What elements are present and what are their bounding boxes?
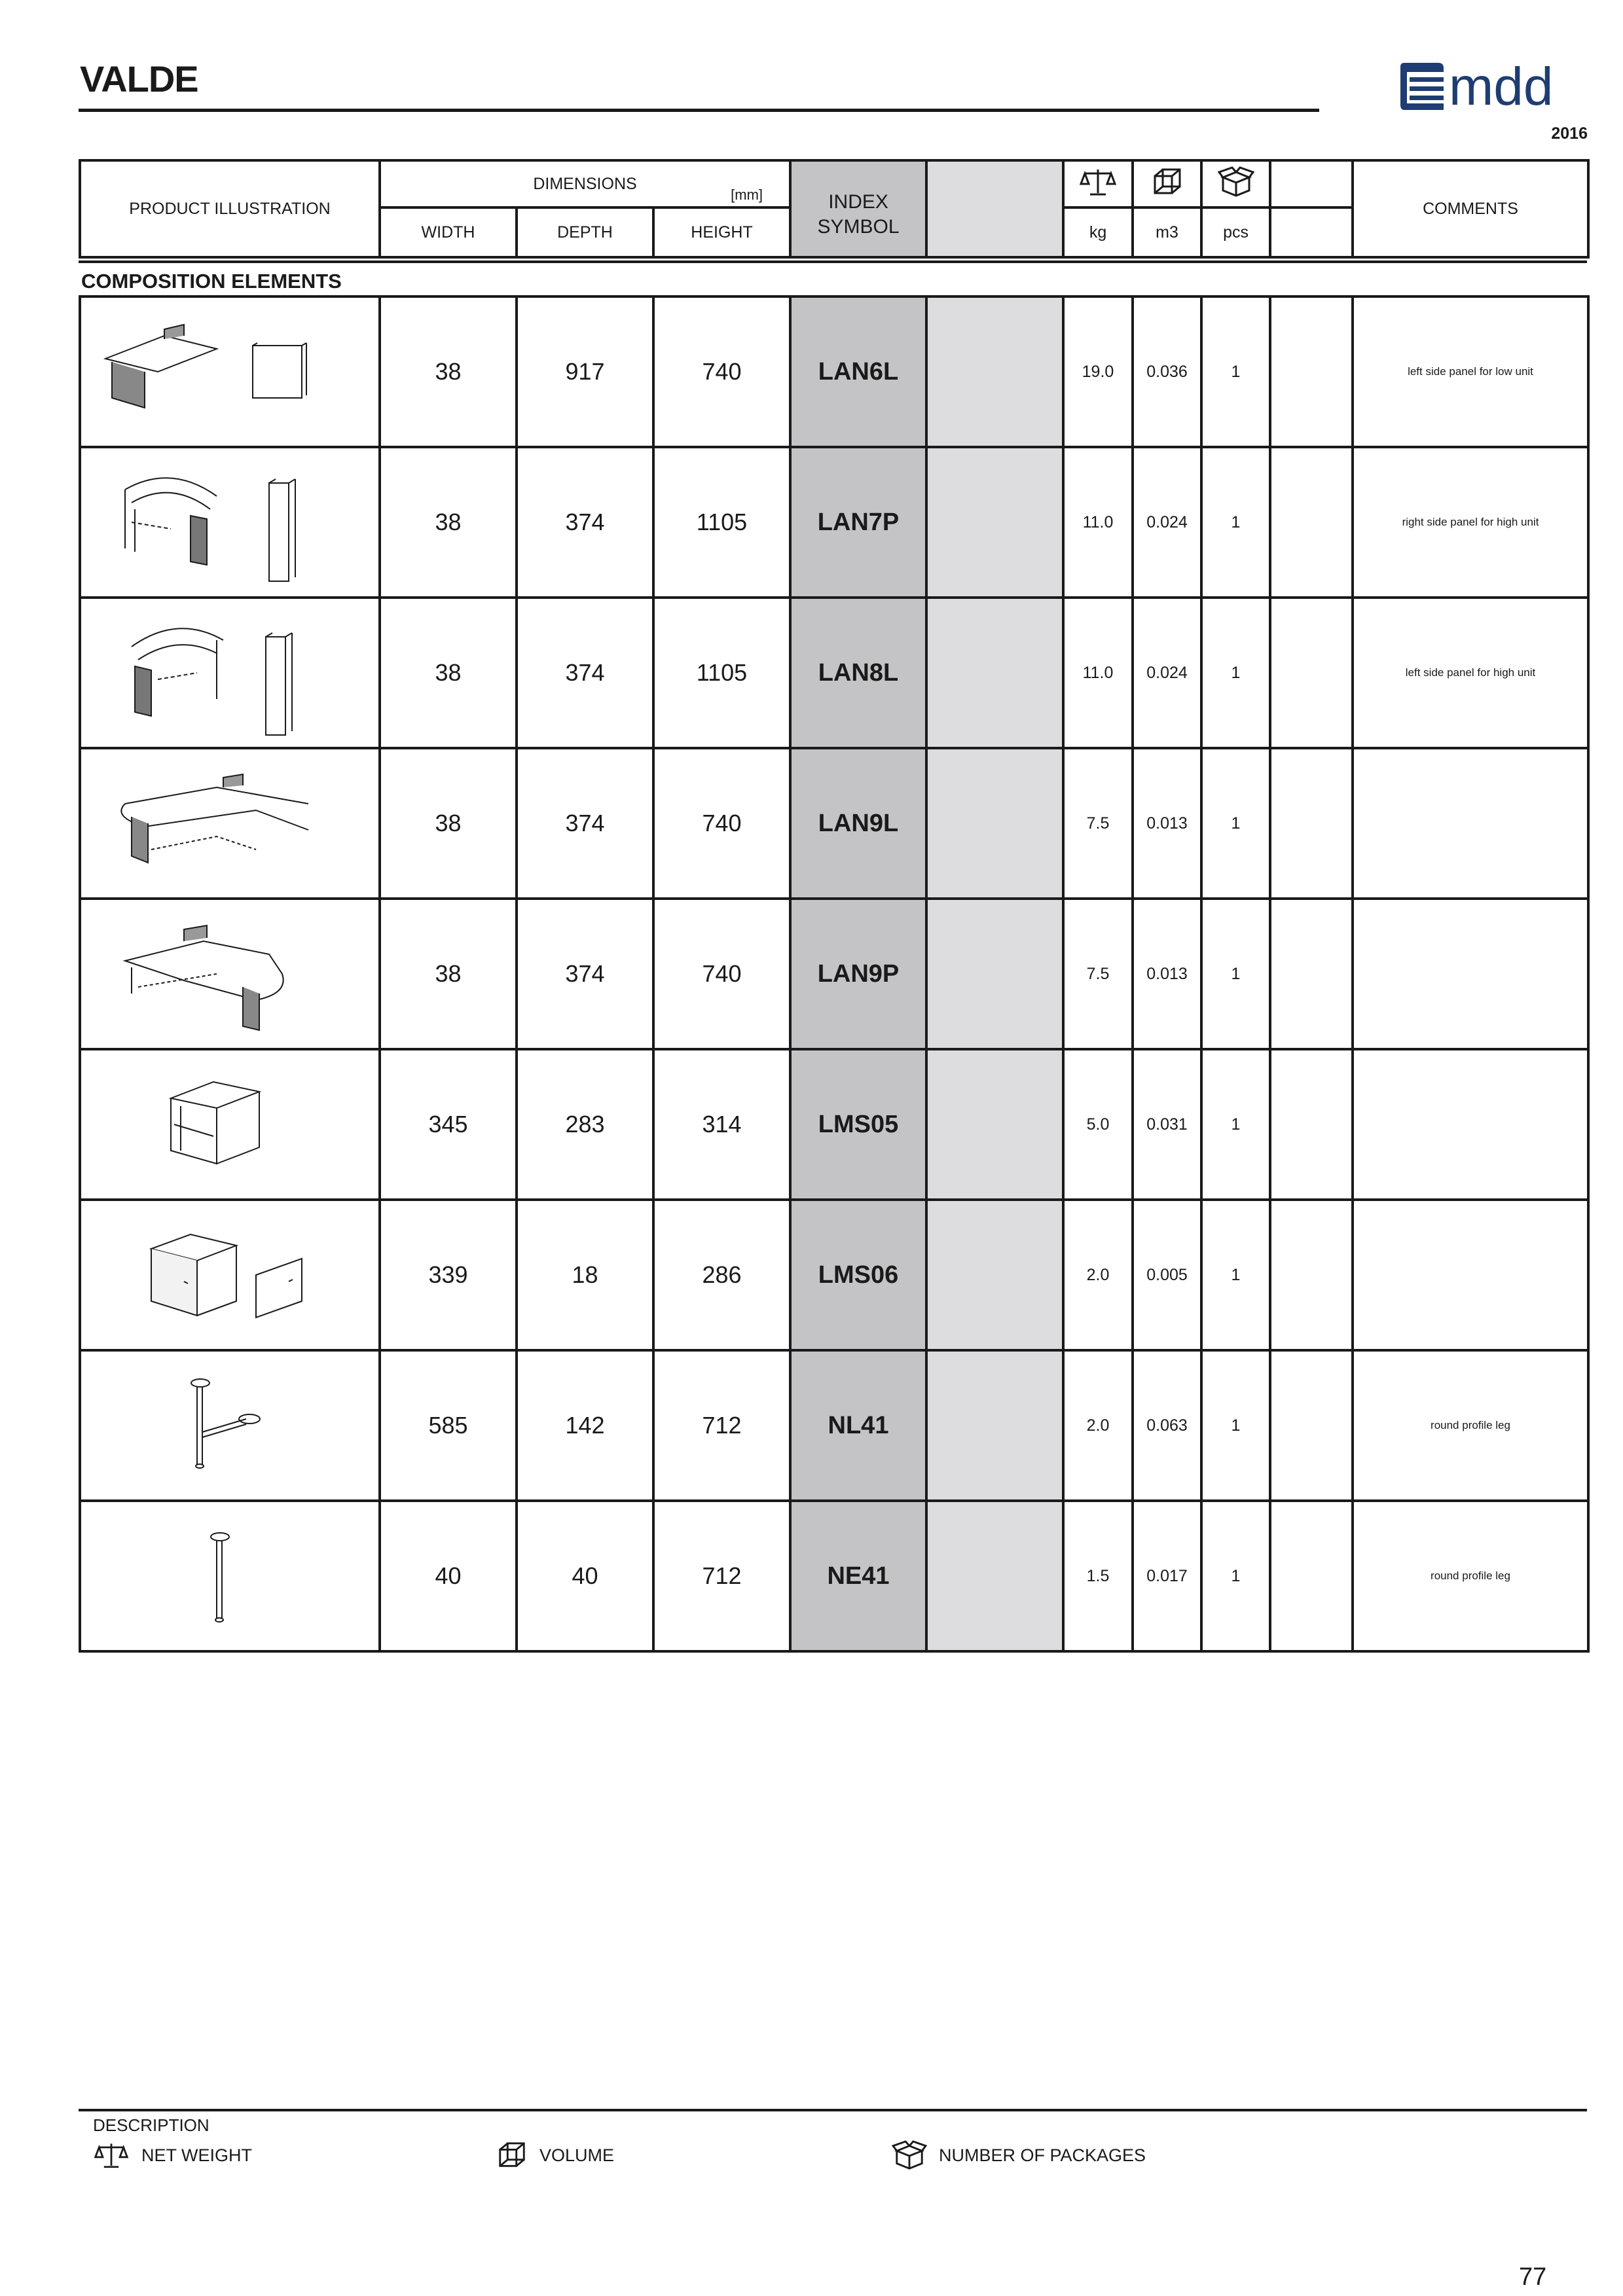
open-shelf-cabinet-icon (86, 1052, 374, 1196)
legend-net-weight-label: NET WEIGHT (141, 2145, 253, 2165)
curved-reception-left-panel-icon (86, 601, 374, 745)
cell-blank-gray (926, 1049, 1063, 1200)
legend-volume (496, 2137, 614, 2174)
col-pcs: pcs (1201, 207, 1270, 257)
cell-depth: 374 (517, 598, 653, 748)
cell-pcs: 1 (1201, 447, 1270, 598)
cell-blank-gray (926, 748, 1063, 899)
cell-height: 740 (653, 748, 790, 899)
cell-blank-gray (926, 598, 1063, 748)
cell-pcs: 1 (1201, 1049, 1270, 1200)
cell-pcs: 1 (1201, 1501, 1270, 1651)
cell-comment (1353, 1200, 1588, 1350)
col-product-illustration: PRODUCT ILLUSTRATION (80, 160, 380, 257)
cell-index-symbol: LMS05 (790, 1049, 926, 1200)
cell-depth: 40 (517, 1501, 653, 1651)
scale-icon (93, 2140, 130, 2171)
package-box-icon (892, 2140, 927, 2171)
table-row (80, 1049, 1588, 1200)
cell-m3: 0.013 (1133, 748, 1201, 899)
title-rule (79, 109, 1319, 112)
cube-icon (1151, 166, 1184, 198)
curved-reception-right-panel-icon (86, 450, 374, 594)
cell-blank (1270, 447, 1353, 598)
cell-kg: 11.0 (1063, 447, 1133, 598)
page-number: 77 (1519, 2263, 1547, 2291)
cell-comment (1353, 899, 1588, 1049)
product-illustration (80, 748, 380, 899)
cell-comment: left side panel for high unit (1353, 598, 1588, 748)
cell-width: 38 (380, 748, 517, 899)
col-blank-small-2 (1270, 207, 1353, 257)
cell-blank-gray (926, 296, 1063, 447)
legend-volume-label: VOLUME (539, 2145, 615, 2165)
page-title: VALDE (80, 58, 198, 99)
cell-blank (1270, 899, 1353, 1049)
table-row (80, 1350, 1588, 1501)
col-dimensions (380, 160, 790, 207)
cell-blank (1270, 598, 1353, 748)
product-illustration (80, 1049, 380, 1200)
cell-blank (1270, 1501, 1353, 1651)
dimensions-unit: [mm] (731, 187, 763, 203)
cell-kg: 1.5 (1063, 1501, 1133, 1651)
cell-width: 40 (380, 1501, 517, 1651)
cell-kg: 5.0 (1063, 1049, 1133, 1200)
cell-m3: 0.063 (1133, 1350, 1201, 1501)
single-round-leg-icon (86, 1504, 374, 1648)
cell-width: 585 (380, 1350, 517, 1501)
cell-height: 712 (653, 1350, 790, 1501)
cell-m3: 0.024 (1133, 447, 1201, 598)
cell-comment (1353, 748, 1588, 899)
cell-depth: 917 (517, 296, 653, 447)
table-row (80, 748, 1588, 899)
cell-pcs: 1 (1201, 899, 1270, 1049)
dimensions-label: DIMENSIONS (533, 174, 637, 193)
cell-pcs: 1 (1201, 1350, 1270, 1501)
product-illustration (80, 1350, 380, 1501)
composition-elements-table (79, 295, 1590, 1653)
cell-height: 740 (653, 899, 790, 1049)
cell-comment: left side panel for low unit (1353, 296, 1588, 447)
cell-index-symbol: LAN7P (790, 447, 926, 598)
table-row (80, 447, 1588, 598)
desk-left-rounded-icon (86, 751, 374, 895)
cell-pcs: 1 (1201, 296, 1270, 447)
product-illustration (80, 899, 380, 1049)
cell-index-symbol: LAN6L (790, 296, 926, 447)
col-index-symbol: INDEX SYMBOL (790, 160, 926, 257)
col-packages-icon-cell (1201, 160, 1270, 207)
column-header-table (79, 159, 1590, 259)
cell-depth: 18 (517, 1200, 653, 1350)
cube-icon (496, 2140, 528, 2171)
cell-comment (1353, 1049, 1588, 1200)
cell-index-symbol: LAN9L (790, 748, 926, 899)
double-round-leg-icon (86, 1354, 374, 1498)
cell-blank (1270, 296, 1353, 447)
cell-kg: 11.0 (1063, 598, 1133, 748)
cell-kg: 7.5 (1063, 748, 1133, 899)
col-comments: COMMENTS (1353, 160, 1588, 257)
cell-comment: round profile leg (1353, 1501, 1588, 1651)
cell-blank-gray (926, 1350, 1063, 1501)
product-illustration (80, 1501, 380, 1651)
cell-depth: 374 (517, 748, 653, 899)
col-volume-icon-cell (1133, 160, 1201, 207)
legend-packages-label: NUMBER OF PACKAGES (939, 2145, 1146, 2165)
cell-comment: right side panel for high unit (1353, 447, 1588, 598)
table-row (80, 1501, 1588, 1651)
mdd-logo-icon (1398, 58, 1584, 117)
cell-depth: 374 (517, 447, 653, 598)
cell-pcs: 1 (1201, 748, 1270, 899)
legend-packages (892, 2137, 1146, 2174)
col-height: HEIGHT (653, 207, 790, 257)
cell-index-symbol: LAN9P (790, 899, 926, 1049)
cell-m3: 0.024 (1133, 598, 1201, 748)
table-row (80, 296, 1588, 447)
cell-height: 740 (653, 296, 790, 447)
cell-kg: 2.0 (1063, 1200, 1133, 1350)
cell-width: 38 (380, 447, 517, 598)
cell-height: 1105 (653, 447, 790, 598)
cell-width: 339 (380, 1200, 517, 1350)
cell-height: 1105 (653, 598, 790, 748)
svg-text:mdd: mdd (1449, 58, 1554, 117)
cell-width: 38 (380, 598, 517, 748)
product-illustration (80, 447, 380, 598)
cell-comment: round profile leg (1353, 1350, 1588, 1501)
col-depth: DEPTH (517, 207, 653, 257)
cell-blank-gray (926, 1501, 1063, 1651)
low-desk-side-panel-icon (86, 300, 374, 444)
col-blank-gray (926, 160, 1063, 257)
cell-height: 314 (653, 1049, 790, 1200)
col-m3: m3 (1133, 207, 1201, 257)
product-illustration (80, 1200, 380, 1350)
cell-m3: 0.017 (1133, 1501, 1201, 1651)
cell-blank (1270, 1049, 1353, 1200)
cell-m3: 0.036 (1133, 296, 1201, 447)
cell-kg: 19.0 (1063, 296, 1133, 447)
cell-height: 712 (653, 1501, 790, 1651)
cell-depth: 374 (517, 899, 653, 1049)
cell-blank-gray (926, 899, 1063, 1049)
cell-pcs: 1 (1201, 1200, 1270, 1350)
mdd-logo (1398, 58, 1584, 117)
col-weight-icon-cell (1063, 160, 1133, 207)
product-illustration (80, 598, 380, 748)
cell-blank (1270, 1200, 1353, 1350)
cell-index-symbol: LMS06 (790, 1200, 926, 1350)
table-row (80, 598, 1588, 748)
col-blank-small (1270, 160, 1353, 207)
table-row (80, 1200, 1588, 1350)
cell-depth: 142 (517, 1350, 653, 1501)
cell-depth: 283 (517, 1049, 653, 1200)
legend-net-weight (93, 2137, 252, 2174)
cell-kg: 2.0 (1063, 1350, 1133, 1501)
col-width: WIDTH (380, 207, 517, 257)
cell-m3: 0.005 (1133, 1200, 1201, 1350)
cell-width: 38 (380, 296, 517, 447)
cell-index-symbol: NE41 (790, 1501, 926, 1651)
cell-kg: 7.5 (1063, 899, 1133, 1049)
description-rule (79, 2109, 1587, 2111)
cell-blank (1270, 748, 1353, 899)
cell-blank (1270, 1350, 1353, 1501)
package-box-icon (1218, 166, 1254, 198)
cell-index-symbol: LAN8L (790, 598, 926, 748)
cell-index-symbol: NL41 (790, 1350, 926, 1501)
catalog-year: 2016 (1551, 124, 1588, 143)
cell-blank-gray (926, 447, 1063, 598)
product-illustration (80, 296, 380, 447)
cell-pcs: 1 (1201, 598, 1270, 748)
cell-blank-gray (926, 1200, 1063, 1350)
scale-icon (1078, 166, 1118, 198)
cell-width: 345 (380, 1049, 517, 1200)
desk-right-rounded-icon (86, 902, 374, 1046)
cell-height: 286 (653, 1200, 790, 1350)
legend-description-label: DESCRIPTION (93, 2115, 210, 2135)
cell-width: 38 (380, 899, 517, 1049)
table-row (80, 899, 1588, 1049)
cabinet-door-icon (86, 1203, 374, 1347)
cell-m3: 0.013 (1133, 899, 1201, 1049)
cell-m3: 0.031 (1133, 1049, 1201, 1200)
section-label: COMPOSITION ELEMENTS (81, 270, 342, 293)
col-kg: kg (1063, 207, 1133, 257)
section-rule (79, 260, 1587, 263)
